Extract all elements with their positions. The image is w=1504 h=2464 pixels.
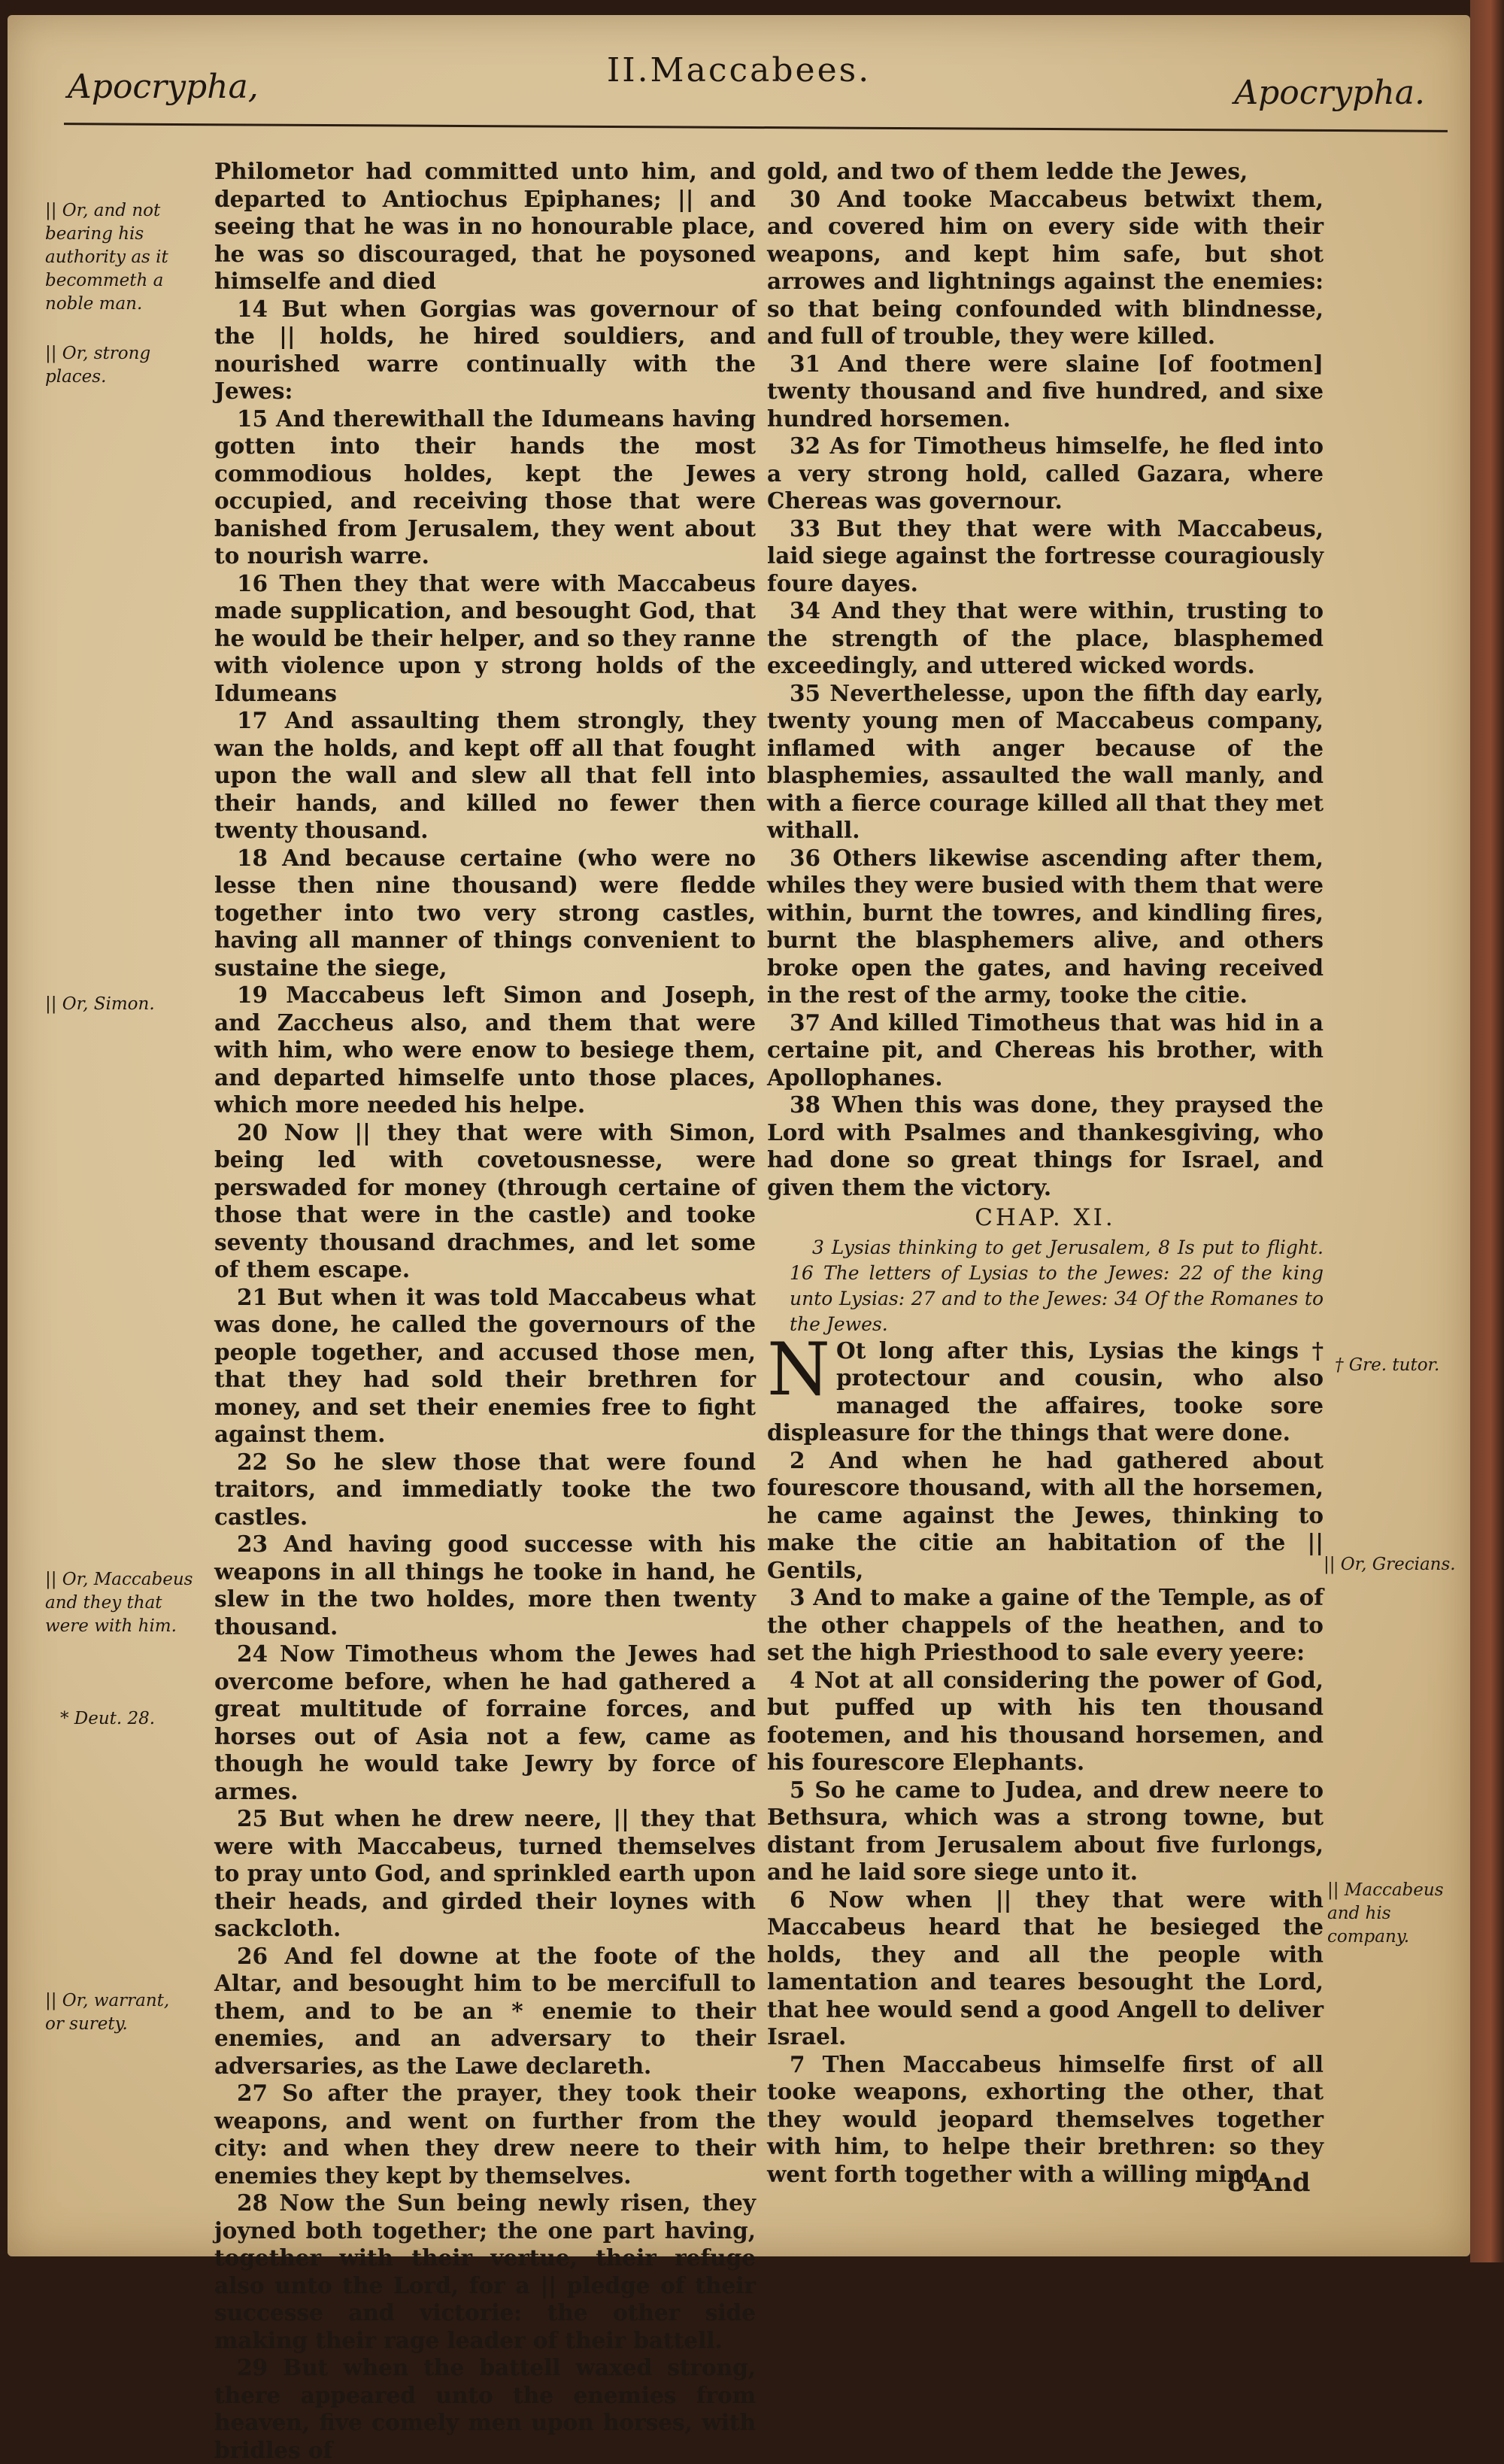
- verse: 27 So after the prayer, they took their weapons, and went on further from the city: and when they drew neere to their enemies they kept by themselves.: [214, 2080, 756, 2189]
- verse: 34 And they that were within, trusting to the strength of the place, blasphemed exceedingly, and uttered wicked words.: [767, 597, 1324, 678]
- catchword: 8 And: [1227, 2168, 1311, 2198]
- margin-note: * Deut. 28.: [60, 1709, 156, 1728]
- book-page: [8, 15, 1470, 2463]
- verse: 18 And because certaine (who were no lesse then nine thousand) were fledde together into two very strong castles, having all manner of things convenient to sustaine the siege,: [214, 844, 756, 981]
- margin-note: † Gre. tutor.: [1335, 1355, 1440, 1375]
- text-column-left: [214, 158, 756, 2464]
- verse: 30 And tooke Maccabeus betwixt them, and covered him on every side with their weapons, and kept him safe, but shot arrowes and lightnings against the enemies: so that being confounded with blindnesse, and full of trouble, they were killed.: [767, 185, 1324, 349]
- verse: 28 Now the Sun being newly risen, they joyned both together; the one part having, together with their vertue, their refuge also unto the Lord, for a || pledge of their successe and victorie: the other side making their rage leader of their battell.: [214, 2189, 756, 2353]
- verse: 21 But when it was told Maccabeus what was done, he called the governours of the people together, and accused those men, that they had sold their brethren for money, and set their enemies free to fight against them.: [214, 1283, 756, 1447]
- verse: 29 But when the battell waxed strong, there appeared unto the enemies from heaven, five comely men upon horses, with bridles of: [214, 2354, 756, 2463]
- margin-note: || Maccabeus and his company.: [1327, 1880, 1444, 1947]
- margin-note: || Or, strong places.: [45, 344, 151, 387]
- text-column-right: [767, 158, 1324, 2188]
- verse: 20 Now || they that were with Simon, being led with covetousnesse, were perswaded for money (through certaine of those that were in the castle) and tooke seventy thousand drachmes, and let some of them escape.: [214, 1118, 756, 1282]
- verse: 23 And having good successe with his weapons in all things he tooke in hand, he slew in the two holdes, more then twenty thousand.: [214, 1531, 756, 1640]
- verse: 22 So he slew those that were found traitors, and immediatly tooke the two castles.: [214, 1448, 756, 1530]
- margin-note: || Or, warrant, or surety.: [45, 1991, 170, 2034]
- margin-note: || Or, Maccabeus and they that were with him.: [45, 1570, 193, 1636]
- verse: 26 And fel downe at the foote of the Altar, and besought him to be mercifull to them, and to be an * enemie to their enemies, and an adversary to their adversaries, as the Lawe declareth.: [214, 1942, 756, 2079]
- margin-note: || Or, and not bearing his authority as it becommeth a noble man.: [45, 201, 168, 314]
- running-head-right: Apocrypha.: [1234, 74, 1425, 112]
- verse: 5 So he came to Judea, and drew neere to Bethsura, which was a strong towne, but distant from Jerusalem about five furlongs, and he laid sore siege unto it.: [767, 1776, 1324, 1885]
- verse-first: [767, 1327, 1324, 1447]
- verse: 36 Others likewise ascending after them, whiles they were busied with them that were within, burnt the towres, and kindling fires, burnt the blasphemers alive, and others broke open the gates, and having received in the rest of the army, tooke the citie.: [767, 844, 1324, 1008]
- verse: 24 Now Timotheus whom the Jewes had overcome before, when he had gathered a great multitude of forraine forces, and horses out of Asia not a few, came as though he would take Jewry by force of armes.: [214, 1640, 756, 1804]
- running-head-left: Apocrypha,: [68, 68, 259, 106]
- verse: gold, and two of them ledde the Jewes,: [767, 158, 1248, 184]
- verse: 38 When this was done, they praysed the Lord with Psalmes and thankesgiving, who had done so great things for Israel, and given them the victory.: [767, 1091, 1324, 1200]
- verse: 2 And when he had gathered about fourescore thousand, with all the horsemen, he came against the Jewes, thinking to make the citie an habitation of the || Gentils,: [767, 1446, 1324, 1583]
- adjacent-page-edge: [1470, 0, 1504, 2262]
- verse: Philometor had committed unto him, and departed to Antiochus Epiphanes; || and seeing that he was in no honourable place, he was so discouraged, that he poysoned himselfe and died: [214, 158, 756, 294]
- verse: 37 And killed Timotheus that was hid in a certaine pit, and Chereas his brother, with Apollophanes.: [767, 1009, 1324, 1091]
- chapter-summary: 3 Lysias thinking to get Jerusalem, 8 Is put to flight. 16 The letters of Lysias to the Jewes: 22 of the king unto Lysias: 27 and to the Jewes: 34 Of the Romanes to the Jewes.: [790, 1236, 1324, 1335]
- verse: 32 As for Timotheus himselfe, he fled into a very strong hold, called Gazara, where Chereas was governour.: [767, 432, 1324, 514]
- verse: 16 Then they that were with Maccabeus made supplication, and besought God, that he would be their helper, and so they ranne with violence upon y strong holds of the Idumeans: [214, 569, 756, 706]
- verse-first-text: Ot long after this, Lysias the kings † protectour and cousin, who also managed the affaires, tooke sore displeasure for the things that were done.: [767, 1337, 1324, 1446]
- chapter-heading: CHAP. XI.: [975, 1204, 1116, 1231]
- verse: 15 And therewithall the Idumeans having gotten into their hands the most commodious holdes, kept the Jewes occupied, and receiving those that were banished from Jerusalem, they went about to nourish warre.: [214, 405, 756, 569]
- verse: 25 But when he drew neere, || they that were with Maccabeus, turned themselves to pray unto God, and sprinkled earth upon their heads, and girded their loynes with sackcloth.: [214, 1805, 756, 1941]
- drop-cap: N: [767, 1327, 830, 1412]
- verse: 7 Then Maccabeus himselfe first of all tooke weapons, exhorting the other, that they would jeopard themselves together with him, to helpe their brethren: so they went forth together with a willing mind.: [767, 2050, 1324, 2187]
- margin-note: || Or, Simon.: [45, 994, 155, 1014]
- verse: 3 And to make a gaine of the Temple, as of the other chappels of the heathen, and to set the high Priesthood to sale every yeere:: [767, 1584, 1324, 1665]
- verse: 19 Maccabeus left Simon and Joseph, and Zaccheus also, and them that were with him, who were enow to besiege them, and departed himselfe unto those places, which more needed his helpe.: [214, 982, 756, 1118]
- running-head-title: II.Maccabees.: [606, 51, 872, 90]
- verse: 4 Not at all considering the power of God, but puffed up with his ten thousand footemen, and his thousand horsemen, and his fourescore Elephants.: [767, 1666, 1324, 1775]
- verse: 31 And there were slaine [of footmen] twenty thousand and five hundred, and sixe hundred horsemen.: [767, 350, 1324, 432]
- verse: 14 But when Gorgias was governour of the || holds, he hired souldiers, and nourished warre continually with the Jewes:: [214, 295, 756, 404]
- verse: 6 Now when || they that were with Maccabeus heard that he besieged the holds, they and all the people with lamentation and teares besought the Lord, that hee would send a good Angell to deliver Israel.: [767, 1886, 1324, 2050]
- header-rule: [64, 123, 1448, 132]
- verse: 35 Neverthelesse, upon the fifth day early, twenty young men of Maccabeus company, inflamed with anger because of the blasphemies, assaulted the wall manly, and with a fierce courage killed all that they met withall.: [767, 679, 1324, 843]
- margin-note: || Or, Grecians.: [1324, 1555, 1456, 1574]
- verse: 17 And assaulting them strongly, they wan the holds, and kept off all that fought upon the wall and slew all that fell into their hands, and killed no fewer then twenty thousand.: [214, 707, 756, 843]
- verse: 33 But they that were with Maccabeus, laid siege against the fortresse couragiously foure dayes.: [767, 514, 1324, 596]
